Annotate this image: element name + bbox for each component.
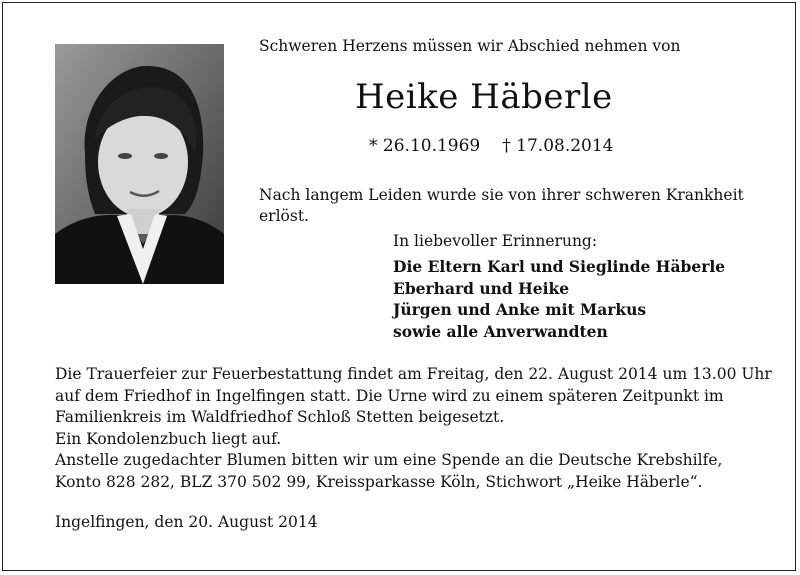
family-member: Die Eltern Karl und Sieglinde Häberle [393, 257, 726, 276]
intro-line: Schweren Herzens müssen wir Abschied nehmen von [259, 37, 681, 55]
ceremony-details [55, 364, 775, 493]
portrait-photo [55, 44, 224, 284]
family-member: sowie alle Anverwandten [393, 321, 608, 341]
released-text: Nach langem Leiden wurde sie von ihrer schweren Krankheit erlöst. [259, 186, 744, 225]
family-member: Jürgen und Anke mit Markus [393, 300, 647, 319]
family-list [393, 256, 725, 342]
deceased-name: Heike Häberle [355, 77, 613, 117]
memory-heading: In liebevoller Erinnerung: [393, 232, 598, 250]
birth-date: * 26.10.1969 [369, 136, 481, 156]
life-dates [369, 136, 614, 156]
place-date-signoff: Ingelfingen, den 20. August 2014 [55, 513, 318, 531]
body-line: Die Trauerfeier zur Feuerbestattung findet am Freitag, den 22. August 2014 um 13.00 Uhr [55, 365, 772, 383]
body-line: Familienkreis im Waldfriedhof Schloß Stetten beigesetzt. [55, 408, 505, 426]
body-line: auf dem Friedhof in Ingelfingen statt. Die Urne wird zu einem späteren Zeitpunkt im [55, 386, 724, 405]
body-line: Ein Kondolenzbuch liegt auf. [55, 429, 282, 448]
family-member: Eberhard und Heike [393, 278, 570, 298]
death-date: † 17.08.2014 [502, 136, 614, 156]
body-line: Anstelle zugedachter Blumen bitten wir um eine Spende an die Deutsche Krebshilfe, [55, 451, 723, 469]
body-line: Konto 828 282, BLZ 370 502 99, Kreissparkasse Köln, Stichwort „Heike Häberle“. [55, 472, 703, 491]
